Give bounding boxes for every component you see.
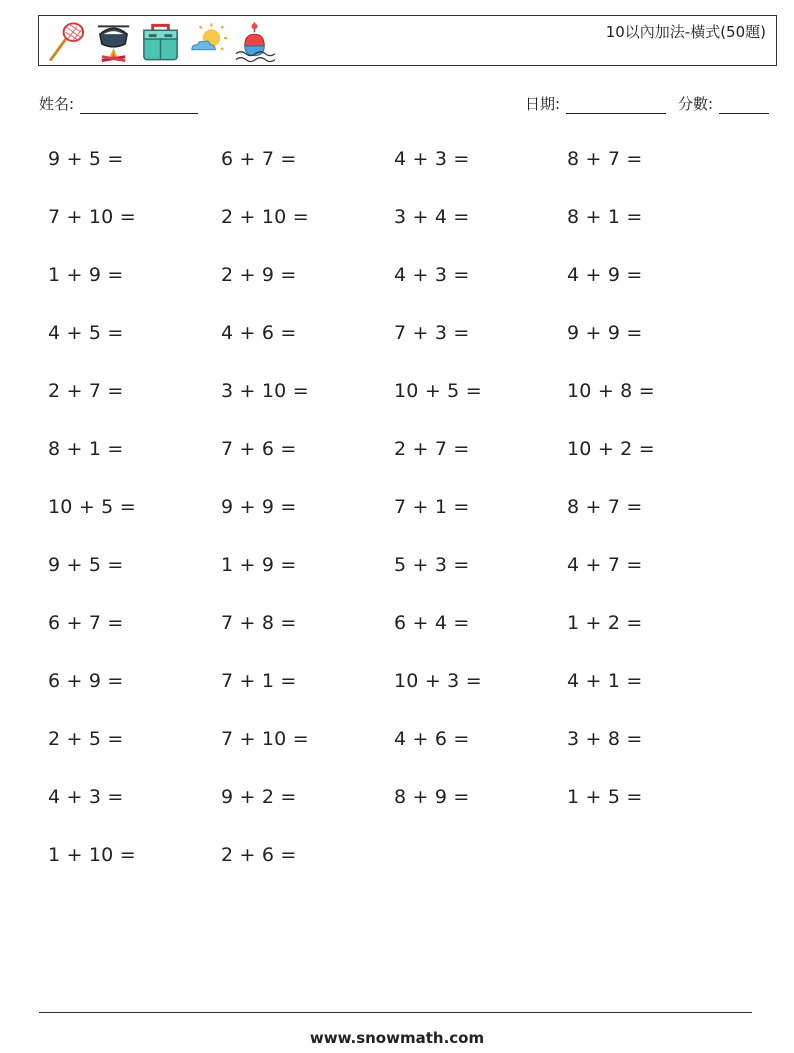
problem-item: 2 + 6 = bbox=[221, 844, 297, 866]
problem-item: 9 + 2 = bbox=[221, 786, 297, 808]
problem-item: 3 + 8 = bbox=[567, 728, 643, 750]
problem-item: 4 + 6 = bbox=[394, 728, 470, 750]
fishing-bobber-icon bbox=[233, 20, 276, 64]
problem-item: 8 + 1 = bbox=[567, 206, 643, 228]
cooler-box-icon bbox=[139, 20, 182, 64]
problem-item: 7 + 3 = bbox=[394, 322, 470, 344]
problem-item: 1 + 9 = bbox=[221, 554, 297, 576]
problem-item: 10 + 5 = bbox=[394, 380, 482, 402]
name-field bbox=[39, 93, 198, 114]
header-icons bbox=[45, 20, 276, 64]
problem-item: 10 + 8 = bbox=[567, 380, 655, 402]
score-label: 分數: bbox=[678, 95, 714, 113]
problem-item: 4 + 9 = bbox=[567, 264, 643, 286]
problem-item: 8 + 9 = bbox=[394, 786, 470, 808]
problem-item: 9 + 9 = bbox=[221, 496, 297, 518]
problem-item: 7 + 10 = bbox=[48, 206, 136, 228]
campfire-pot-icon bbox=[92, 20, 135, 64]
worksheet-title: 10以內加法-橫式(50題) bbox=[605, 23, 766, 41]
footer-url: www.snowmath.com bbox=[309, 1029, 485, 1047]
problem-item: 7 + 1 = bbox=[221, 670, 297, 692]
problem-item: 1 + 10 = bbox=[48, 844, 136, 866]
worksheet-header bbox=[38, 15, 777, 66]
problem-item: 7 + 10 = bbox=[221, 728, 309, 750]
problem-item: 6 + 7 = bbox=[221, 148, 297, 170]
problem-item: 9 + 5 = bbox=[48, 554, 124, 576]
problem-item: 10 + 3 = bbox=[394, 670, 482, 692]
score-field bbox=[678, 93, 769, 114]
problem-item: 3 + 10 = bbox=[221, 380, 309, 402]
problem-item: 4 + 5 = bbox=[48, 322, 124, 344]
problem-item: 2 + 7 = bbox=[48, 380, 124, 402]
problem-item: 7 + 8 = bbox=[221, 612, 297, 634]
problem-item: 2 + 7 = bbox=[394, 438, 470, 460]
date-blank[interactable] bbox=[566, 97, 666, 114]
problem-item: 3 + 4 = bbox=[394, 206, 470, 228]
problem-item: 8 + 7 = bbox=[567, 496, 643, 518]
problem-item: 4 + 1 = bbox=[567, 670, 643, 692]
problem-item: 1 + 9 = bbox=[48, 264, 124, 286]
problem-item: 7 + 6 = bbox=[221, 438, 297, 460]
problem-item: 9 + 5 = bbox=[48, 148, 124, 170]
name-label: 姓名: bbox=[39, 95, 75, 113]
problem-item: 6 + 7 = bbox=[48, 612, 124, 634]
problem-item: 9 + 9 = bbox=[567, 322, 643, 344]
problem-item: 4 + 3 = bbox=[48, 786, 124, 808]
problem-item: 2 + 5 = bbox=[48, 728, 124, 750]
problem-item: 4 + 3 = bbox=[394, 264, 470, 286]
butterfly-net-icon bbox=[45, 20, 88, 64]
problem-item: 2 + 9 = bbox=[221, 264, 297, 286]
footer-divider bbox=[39, 1012, 752, 1013]
problem-item: 4 + 3 = bbox=[394, 148, 470, 170]
problem-item: 8 + 1 = bbox=[48, 438, 124, 460]
problem-item: 4 + 6 = bbox=[221, 322, 297, 344]
problem-item: 2 + 10 = bbox=[221, 206, 309, 228]
problem-item: 5 + 3 = bbox=[394, 554, 470, 576]
problem-item: 1 + 2 = bbox=[567, 612, 643, 634]
name-blank[interactable] bbox=[80, 97, 198, 114]
problem-item: 6 + 4 = bbox=[394, 612, 470, 634]
problem-item: 10 + 5 = bbox=[48, 496, 136, 518]
score-blank[interactable] bbox=[719, 97, 769, 114]
date-label: 日期: bbox=[525, 95, 561, 113]
problem-item: 7 + 1 = bbox=[394, 496, 470, 518]
problem-item: 4 + 7 = bbox=[567, 554, 643, 576]
problem-item: 1 + 5 = bbox=[567, 786, 643, 808]
problem-item: 6 + 9 = bbox=[48, 670, 124, 692]
problem-item: 8 + 7 = bbox=[567, 148, 643, 170]
sun-cloud-icon bbox=[186, 20, 229, 64]
problem-item: 10 + 2 = bbox=[567, 438, 655, 460]
date-field bbox=[525, 93, 666, 114]
